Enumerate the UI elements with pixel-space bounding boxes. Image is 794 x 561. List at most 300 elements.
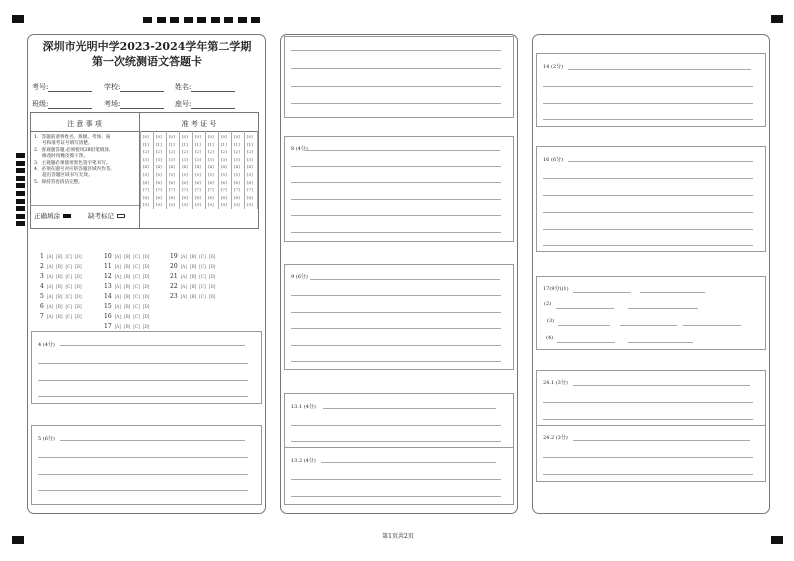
- answer-option-bubble[interactable]: [A]: [114, 324, 121, 329]
- q13-answer-box[interactable]: [284, 393, 514, 505]
- answer-option-bubble[interactable]: [A]: [46, 274, 54, 279]
- admission-digit-column: [232, 131, 245, 209]
- admission-digit-bubble[interactable]: [0]: [208, 134, 214, 139]
- timing-mark: [16, 153, 25, 158]
- answer-line[interactable]: [60, 345, 245, 346]
- answer-line[interactable]: [543, 103, 753, 104]
- answer-option-bubble[interactable]: [A]: [46, 294, 54, 299]
- answer-line[interactable]: [291, 215, 501, 216]
- q5-answer-box[interactable]: [31, 425, 262, 505]
- answer-option-bubble[interactable]: [D]: [142, 324, 150, 329]
- answer-line[interactable]: [291, 166, 501, 167]
- answer-option-bubble[interactable]: [A]: [180, 284, 187, 289]
- admission-digit-bubble[interactable]: [7]: [169, 187, 175, 193]
- answer-option-bubble[interactable]: [D]: [74, 264, 82, 269]
- answer-option-bubble[interactable]: [B]: [56, 254, 63, 259]
- admission-digit-bubble[interactable]: [2]: [156, 149, 162, 155]
- question-number: 17: [104, 323, 112, 330]
- admission-digit-bubble[interactable]: [8]: [221, 194, 227, 200]
- answer-option-bubble[interactable]: [B]: [56, 274, 63, 279]
- admission-digit-bubble[interactable]: [5]: [143, 172, 149, 177]
- admission-digit-bubble[interactable]: [7]: [156, 187, 162, 193]
- answer-option-bubble[interactable]: [D]: [74, 254, 82, 259]
- answer-option-bubble[interactable]: [B]: [56, 294, 63, 299]
- admission-digit-column: [245, 131, 258, 209]
- admission-digit-bubble[interactable]: [4]: [169, 164, 175, 170]
- answer-line[interactable]: [291, 232, 501, 233]
- admission-digit-bubble[interactable]: [6]: [247, 179, 253, 185]
- answer-line[interactable]: [291, 345, 501, 346]
- admission-digit-bubble[interactable]: [8]: [143, 194, 149, 200]
- admission-digit-bubble[interactable]: [2]: [208, 149, 214, 155]
- answer-line[interactable]: [321, 462, 496, 463]
- answer-line[interactable]: [291, 441, 501, 442]
- admission-digit-bubble[interactable]: [2]: [234, 149, 240, 155]
- answer-option-bubble[interactable]: [B]: [189, 284, 197, 289]
- correct-fill-label: 正确填涂: [34, 212, 60, 220]
- q24-answer-box[interactable]: [536, 370, 766, 482]
- question-number: 6: [40, 303, 44, 310]
- admission-digit-bubble[interactable]: [7]: [247, 187, 253, 193]
- admission-digit-bubble[interactable]: [4]: [247, 164, 253, 170]
- admission-digit-bubble[interactable]: [0]: [182, 134, 188, 139]
- notice-item: 4．必须在题号对应的答题区域内作答,: [34, 167, 112, 173]
- q8-answer-box[interactable]: [284, 136, 514, 242]
- answer-option-bubble[interactable]: [C]: [65, 254, 72, 259]
- answer-line[interactable]: [543, 474, 753, 475]
- answer-option-bubble[interactable]: [D]: [142, 284, 150, 289]
- admission-digit-bubble[interactable]: [2]: [247, 149, 253, 155]
- admission-digit-bubble[interactable]: [6]: [195, 179, 201, 185]
- q7-continued-box[interactable]: [284, 36, 514, 118]
- answer-option-bubble[interactable]: [C]: [65, 314, 72, 319]
- admission-digit-bubble[interactable]: [8]: [169, 194, 175, 200]
- admission-digit-bubble[interactable]: [9]: [208, 202, 214, 208]
- answer-option-bubble[interactable]: [B]: [123, 254, 131, 259]
- answer-option-bubble[interactable]: [B]: [123, 294, 131, 299]
- answer-option-bubble[interactable]: [C]: [133, 254, 140, 259]
- answer-line[interactable]: [305, 150, 500, 151]
- admission-digit-bubble[interactable]: [5]: [247, 172, 253, 177]
- admission-digit-bubble[interactable]: [1]: [169, 141, 175, 147]
- question-number: 5: [40, 293, 44, 300]
- objective-question-row: [104, 313, 149, 320]
- answer-option-bubble[interactable]: [C]: [199, 274, 206, 279]
- answer-option-bubble[interactable]: [C]: [133, 284, 140, 289]
- admission-digit-bubble[interactable]: [6]: [156, 179, 162, 185]
- exam-title-line2: 第一次统测语文答题卡: [92, 55, 202, 68]
- answer-line[interactable]: [573, 440, 750, 441]
- q17-3-label: (3): [547, 318, 555, 324]
- admission-digit-bubble[interactable]: [3]: [247, 156, 253, 162]
- admission-digit-bubble[interactable]: [1]: [208, 141, 214, 147]
- admission-digit-bubble[interactable]: [7]: [182, 187, 188, 193]
- question-number: 14: [104, 293, 112, 300]
- admission-digit-bubble[interactable]: [1]: [221, 141, 227, 147]
- admission-digit-bubble[interactable]: [1]: [143, 141, 149, 147]
- answer-option-bubble[interactable]: [D]: [208, 274, 216, 279]
- answer-option-bubble[interactable]: [A]: [114, 264, 121, 269]
- answer-option-bubble[interactable]: [A]: [46, 314, 54, 319]
- answer-option-bubble[interactable]: [C]: [133, 274, 140, 279]
- answer-option-bubble[interactable]: [D]: [208, 284, 216, 289]
- question-number: 12: [104, 273, 112, 280]
- q16-label: 16 (6分): [543, 157, 564, 163]
- admission-digit-bubble[interactable]: [8]: [234, 194, 240, 200]
- answer-option-bubble[interactable]: [B]: [56, 304, 63, 309]
- answer-option-bubble[interactable]: [B]: [123, 304, 131, 309]
- answer-line[interactable]: [291, 312, 501, 313]
- admission-digit-bubble[interactable]: [3]: [221, 156, 227, 162]
- answer-option-bubble[interactable]: [A]: [114, 274, 121, 279]
- q24-2-label: 24.2 (3分): [543, 435, 568, 441]
- answer-option-bubble[interactable]: [C]: [65, 264, 72, 269]
- admission-digit-bubble[interactable]: [4]: [143, 164, 149, 170]
- admission-digit-bubble[interactable]: [3]: [234, 156, 240, 162]
- admission-digit-bubble[interactable]: [9]: [143, 202, 149, 208]
- seat-label: 座号:: [175, 100, 192, 108]
- answer-option-bubble[interactable]: [A]: [46, 284, 54, 289]
- answer-option-bubble[interactable]: [B]: [189, 254, 197, 259]
- answer-line[interactable]: [543, 178, 753, 179]
- notice-item: 3．主观题必须使用黑色签字笔书写。: [34, 160, 111, 166]
- timing-mark: [16, 199, 25, 204]
- timing-mark: [251, 17, 260, 23]
- answer-option-bubble[interactable]: [C]: [65, 284, 72, 289]
- answer-line[interactable]: [291, 86, 501, 87]
- answer-option-bubble[interactable]: [A]: [180, 294, 187, 299]
- answer-line[interactable]: [543, 402, 753, 403]
- admission-digit-bubble[interactable]: [2]: [143, 149, 149, 155]
- answer-line[interactable]: [310, 279, 500, 280]
- answer-option-bubble[interactable]: [A]: [46, 254, 54, 259]
- answer-option-bubble[interactable]: [C]: [133, 304, 140, 309]
- q17-answer-box[interactable]: [536, 276, 766, 350]
- answer-line[interactable]: [291, 361, 501, 362]
- answer-option-bubble[interactable]: [A]: [114, 284, 121, 289]
- answer-option-bubble[interactable]: [C]: [199, 254, 206, 259]
- answer-option-bubble[interactable]: [B]: [189, 294, 197, 299]
- question-number: 22: [170, 283, 178, 290]
- admission-digit-bubble[interactable]: [9]: [182, 202, 188, 208]
- objective-question-row: [104, 323, 149, 330]
- q4-answer-box[interactable]: [31, 331, 262, 404]
- timing-mark: [16, 214, 25, 219]
- q14-label: 14 (2分): [543, 64, 564, 70]
- answer-line[interactable]: [558, 325, 610, 326]
- admission-digit-bubble[interactable]: [5]: [182, 172, 188, 177]
- admission-digit-bubble[interactable]: [7]: [221, 187, 227, 193]
- answer-line[interactable]: [291, 425, 501, 426]
- answer-line[interactable]: [38, 474, 248, 475]
- admission-digit-bubble[interactable]: [5]: [234, 172, 240, 177]
- answer-line[interactable]: [628, 342, 693, 343]
- answer-option-bubble[interactable]: [D]: [208, 264, 216, 269]
- admission-digit-bubble[interactable]: [9]: [221, 202, 227, 208]
- q13-1-label: 13.1 (4分): [291, 404, 316, 410]
- absent-mark-box[interactable]: [117, 214, 125, 218]
- timing-mark: [16, 206, 25, 211]
- answer-line[interactable]: [323, 408, 496, 409]
- answer-line[interactable]: [543, 245, 753, 246]
- answer-line[interactable]: [557, 342, 615, 343]
- admission-digit-bubble[interactable]: [5]: [221, 172, 227, 177]
- answer-option-bubble[interactable]: [B]: [123, 284, 131, 289]
- objective-question-row: [104, 293, 149, 300]
- admission-digit-bubble[interactable]: [0]: [234, 134, 240, 139]
- admission-digit-bubble[interactable]: [1]: [182, 141, 188, 147]
- admission-digit-bubble[interactable]: [0]: [156, 134, 162, 139]
- admission-digit-bubble[interactable]: [5]: [195, 172, 201, 177]
- admission-digit-bubble[interactable]: [6]: [234, 179, 240, 185]
- answer-line[interactable]: [38, 380, 248, 381]
- answer-line[interactable]: [573, 292, 631, 293]
- answer-option-bubble[interactable]: [C]: [65, 294, 72, 299]
- admission-digit-bubble[interactable]: [9]: [247, 202, 253, 208]
- answer-line[interactable]: [568, 161, 753, 162]
- admission-digit-bubble[interactable]: [7]: [195, 187, 201, 193]
- q14-answer-box[interactable]: [536, 53, 766, 127]
- admission-digit-bubble[interactable]: [2]: [221, 149, 227, 155]
- admission-digit-bubble[interactable]: [8]: [156, 194, 162, 200]
- answer-line[interactable]: [291, 295, 501, 296]
- q24-1-label: 24.1 (3分): [543, 380, 568, 386]
- answer-option-bubble[interactable]: [A]: [114, 294, 121, 299]
- answer-line[interactable]: [291, 103, 501, 104]
- answer-line[interactable]: [60, 440, 245, 441]
- answer-option-bubble[interactable]: [B]: [123, 324, 131, 329]
- admission-digit-bubble[interactable]: [4]: [221, 164, 227, 170]
- answer-option-bubble[interactable]: [A]: [180, 274, 187, 279]
- answer-option-bubble[interactable]: [B]: [123, 314, 131, 319]
- admission-digit-bubble[interactable]: [0]: [221, 134, 227, 139]
- answer-line[interactable]: [543, 195, 753, 196]
- seat-field[interactable]: [175, 99, 235, 109]
- answer-option-bubble[interactable]: [A]: [114, 314, 121, 319]
- answer-option-bubble[interactable]: [B]: [56, 264, 63, 269]
- timing-mark: [170, 17, 179, 23]
- class-field[interactable]: [32, 99, 92, 109]
- answer-line[interactable]: [291, 182, 501, 183]
- answer-option-bubble[interactable]: [C]: [133, 324, 140, 329]
- answer-option-bubble[interactable]: [D]: [142, 314, 150, 319]
- objective-question-row: [40, 273, 82, 280]
- notice-list: [34, 135, 138, 186]
- corner-mark-bottom-left: [12, 536, 24, 544]
- answer-line[interactable]: [543, 119, 753, 120]
- answer-option-bubble[interactable]: [D]: [74, 284, 82, 289]
- answer-option-bubble[interactable]: [D]: [142, 304, 150, 309]
- answer-option-bubble[interactable]: [C]: [133, 294, 140, 299]
- answer-option-bubble[interactable]: [D]: [74, 274, 82, 279]
- answer-option-bubble[interactable]: [A]: [180, 254, 187, 259]
- exam-title-line1: 深圳市光明中学2023-2024学年第二学期: [42, 40, 252, 53]
- admission-digit-bubble[interactable]: [9]: [195, 202, 201, 208]
- answer-option-bubble[interactable]: [C]: [65, 274, 72, 279]
- corner-mark-bottom-right: [771, 536, 783, 544]
- notice-heading: 注 意 事 项: [67, 120, 102, 128]
- class-label: 班级:: [32, 100, 49, 108]
- objective-question-row: [170, 273, 215, 280]
- admission-digit-column: [219, 131, 232, 209]
- answer-line[interactable]: [543, 229, 753, 230]
- admission-digit-bubble[interactable]: [6]: [169, 179, 175, 185]
- timing-mark: [16, 183, 25, 188]
- admission-digit-bubble[interactable]: [7]: [143, 187, 149, 193]
- exam-number-field[interactable]: [32, 82, 92, 92]
- admission-digit-bubble[interactable]: [3]: [195, 156, 201, 162]
- admission-digit-bubble[interactable]: [2]: [195, 149, 201, 155]
- answer-option-bubble[interactable]: [D]: [208, 254, 216, 259]
- admission-digit-bubble[interactable]: [1]: [234, 141, 240, 147]
- admission-digit-bubble[interactable]: [0]: [195, 134, 201, 139]
- answer-line[interactable]: [38, 363, 248, 364]
- answer-option-bubble[interactable]: [D]: [142, 294, 150, 299]
- answer-option-bubble[interactable]: [B]: [189, 264, 197, 269]
- answer-option-bubble[interactable]: [D]: [74, 314, 82, 319]
- admission-digit-bubble[interactable]: [3]: [156, 156, 162, 162]
- admission-digit-bubble[interactable]: [6]: [208, 179, 214, 185]
- answer-option-bubble[interactable]: [B]: [123, 264, 131, 269]
- q24-divider: [536, 425, 766, 426]
- admission-digit-bubble[interactable]: [3]: [182, 156, 188, 162]
- answer-line[interactable]: [291, 50, 501, 51]
- admission-digit-bubble[interactable]: [8]: [208, 194, 214, 200]
- admission-digit-bubble[interactable]: [9]: [156, 202, 162, 208]
- admission-digit-bubble[interactable]: [4]: [195, 164, 201, 170]
- objective-question-row: [40, 303, 82, 310]
- answer-line[interactable]: [543, 419, 753, 420]
- answer-option-bubble[interactable]: [D]: [74, 294, 82, 299]
- admission-digit-bubble[interactable]: [5]: [156, 172, 162, 177]
- answer-option-bubble[interactable]: [D]: [208, 294, 216, 299]
- answer-line[interactable]: [291, 479, 501, 480]
- answer-option-bubble[interactable]: [C]: [133, 314, 140, 319]
- answer-line[interactable]: [628, 308, 698, 309]
- admission-digit-bubble[interactable]: [8]: [182, 194, 188, 200]
- answer-line[interactable]: [543, 457, 753, 458]
- answer-option-bubble[interactable]: [B]: [56, 284, 63, 289]
- admission-digit-bubble[interactable]: [6]: [143, 179, 149, 185]
- admission-digit-bubble[interactable]: [7]: [208, 187, 214, 193]
- admission-digit-column: [167, 131, 180, 209]
- answer-option-bubble[interactable]: [A]: [114, 254, 121, 259]
- admission-digit-bubble[interactable]: [6]: [221, 179, 227, 185]
- admission-digit-bubble[interactable]: [4]: [208, 164, 214, 170]
- admission-digit-bubble[interactable]: [5]: [208, 172, 214, 177]
- answer-line[interactable]: [568, 69, 751, 70]
- answer-option-bubble[interactable]: [A]: [180, 264, 187, 269]
- admission-digit-column: [154, 131, 167, 209]
- admission-digit-bubble[interactable]: [3]: [169, 156, 175, 162]
- admission-digit-bubble[interactable]: [9]: [234, 202, 240, 208]
- answer-option-bubble[interactable]: [B]: [189, 274, 197, 279]
- admission-digit-column: [206, 131, 219, 209]
- question-number: 3: [40, 273, 44, 280]
- answer-option-bubble[interactable]: [D]: [74, 304, 82, 309]
- q13-2-label: 13.2 (4分): [291, 458, 316, 464]
- answer-line[interactable]: [38, 490, 248, 491]
- timing-mark: [211, 17, 220, 23]
- answer-line[interactable]: [291, 199, 501, 200]
- question-number: 4: [40, 283, 44, 290]
- answer-line[interactable]: [640, 292, 705, 293]
- answer-option-bubble[interactable]: [C]: [199, 284, 206, 289]
- admission-digit-bubble[interactable]: [1]: [247, 141, 253, 147]
- admission-number-grid: [140, 131, 258, 209]
- admission-digit-bubble[interactable]: [9]: [169, 202, 175, 208]
- admission-digit-bubble[interactable]: [2]: [182, 149, 188, 155]
- answer-line[interactable]: [291, 328, 501, 329]
- admission-digit-bubble[interactable]: [1]: [195, 141, 201, 147]
- question-number: 2: [40, 263, 44, 270]
- admission-digit-bubble[interactable]: [0]: [169, 134, 175, 139]
- answer-option-bubble[interactable]: [B]: [123, 274, 131, 279]
- admission-digit-bubble[interactable]: [7]: [234, 187, 240, 193]
- answer-option-bubble[interactable]: [C]: [133, 264, 140, 269]
- admission-digit-bubble[interactable]: [0]: [247, 134, 253, 139]
- admission-digit-bubble[interactable]: [2]: [169, 149, 175, 155]
- answer-line[interactable]: [543, 212, 753, 213]
- admission-digit-bubble[interactable]: [4]: [182, 164, 188, 170]
- admission-digit-bubble[interactable]: [3]: [143, 156, 149, 162]
- objective-question-row: [170, 283, 215, 290]
- notice-item: 修改时用橡皮擦干净。: [42, 154, 88, 160]
- corner-mark-top-left: [12, 15, 24, 23]
- admission-digit-bubble[interactable]: [5]: [169, 172, 175, 177]
- school-field[interactable]: [104, 82, 164, 92]
- answer-option-bubble[interactable]: [A]: [114, 304, 121, 309]
- objective-question-row: [40, 253, 82, 260]
- q9-label: 9 (6分): [291, 274, 308, 280]
- admission-digit-bubble[interactable]: [4]: [234, 164, 240, 170]
- answer-line[interactable]: [38, 396, 248, 397]
- answer-option-bubble[interactable]: [B]: [56, 314, 63, 319]
- question-number: 1: [40, 253, 44, 260]
- answer-option-bubble[interactable]: [C]: [199, 294, 206, 299]
- objective-question-row: [170, 293, 215, 300]
- admission-digit-bubble[interactable]: [6]: [182, 179, 188, 185]
- admission-digit-bubble[interactable]: [4]: [156, 164, 162, 170]
- question-number: 20: [170, 263, 178, 270]
- admission-digit-bubble[interactable]: [8]: [247, 194, 253, 200]
- admission-digit-column: [193, 131, 206, 209]
- name-field[interactable]: [175, 82, 235, 92]
- absent-mark-label: 缺考标记: [88, 212, 114, 220]
- answer-line[interactable]: [543, 86, 753, 87]
- admission-digit-bubble[interactable]: [1]: [156, 141, 162, 147]
- admission-digit-bubble[interactable]: [3]: [208, 156, 214, 162]
- answer-option-bubble[interactable]: [C]: [199, 264, 206, 269]
- answer-option-bubble[interactable]: [A]: [46, 304, 54, 309]
- admission-digit-bubble[interactable]: [0]: [143, 134, 149, 139]
- answer-option-bubble[interactable]: [C]: [65, 304, 72, 309]
- room-field[interactable]: [104, 99, 164, 109]
- answer-line[interactable]: [556, 308, 614, 309]
- answer-option-bubble[interactable]: [D]: [142, 254, 150, 259]
- answer-line[interactable]: [38, 457, 248, 458]
- answer-line[interactable]: [573, 385, 750, 386]
- answer-option-bubble[interactable]: [D]: [142, 264, 150, 269]
- answer-line[interactable]: [683, 325, 741, 326]
- answer-line[interactable]: [620, 325, 677, 326]
- room-label: 考场:: [104, 100, 121, 108]
- answer-option-bubble[interactable]: [A]: [46, 264, 54, 269]
- answer-line[interactable]: [291, 496, 501, 497]
- admission-digit-bubble[interactable]: [8]: [195, 194, 201, 200]
- answer-option-bubble[interactable]: [D]: [142, 274, 150, 279]
- answer-line[interactable]: [291, 68, 501, 69]
